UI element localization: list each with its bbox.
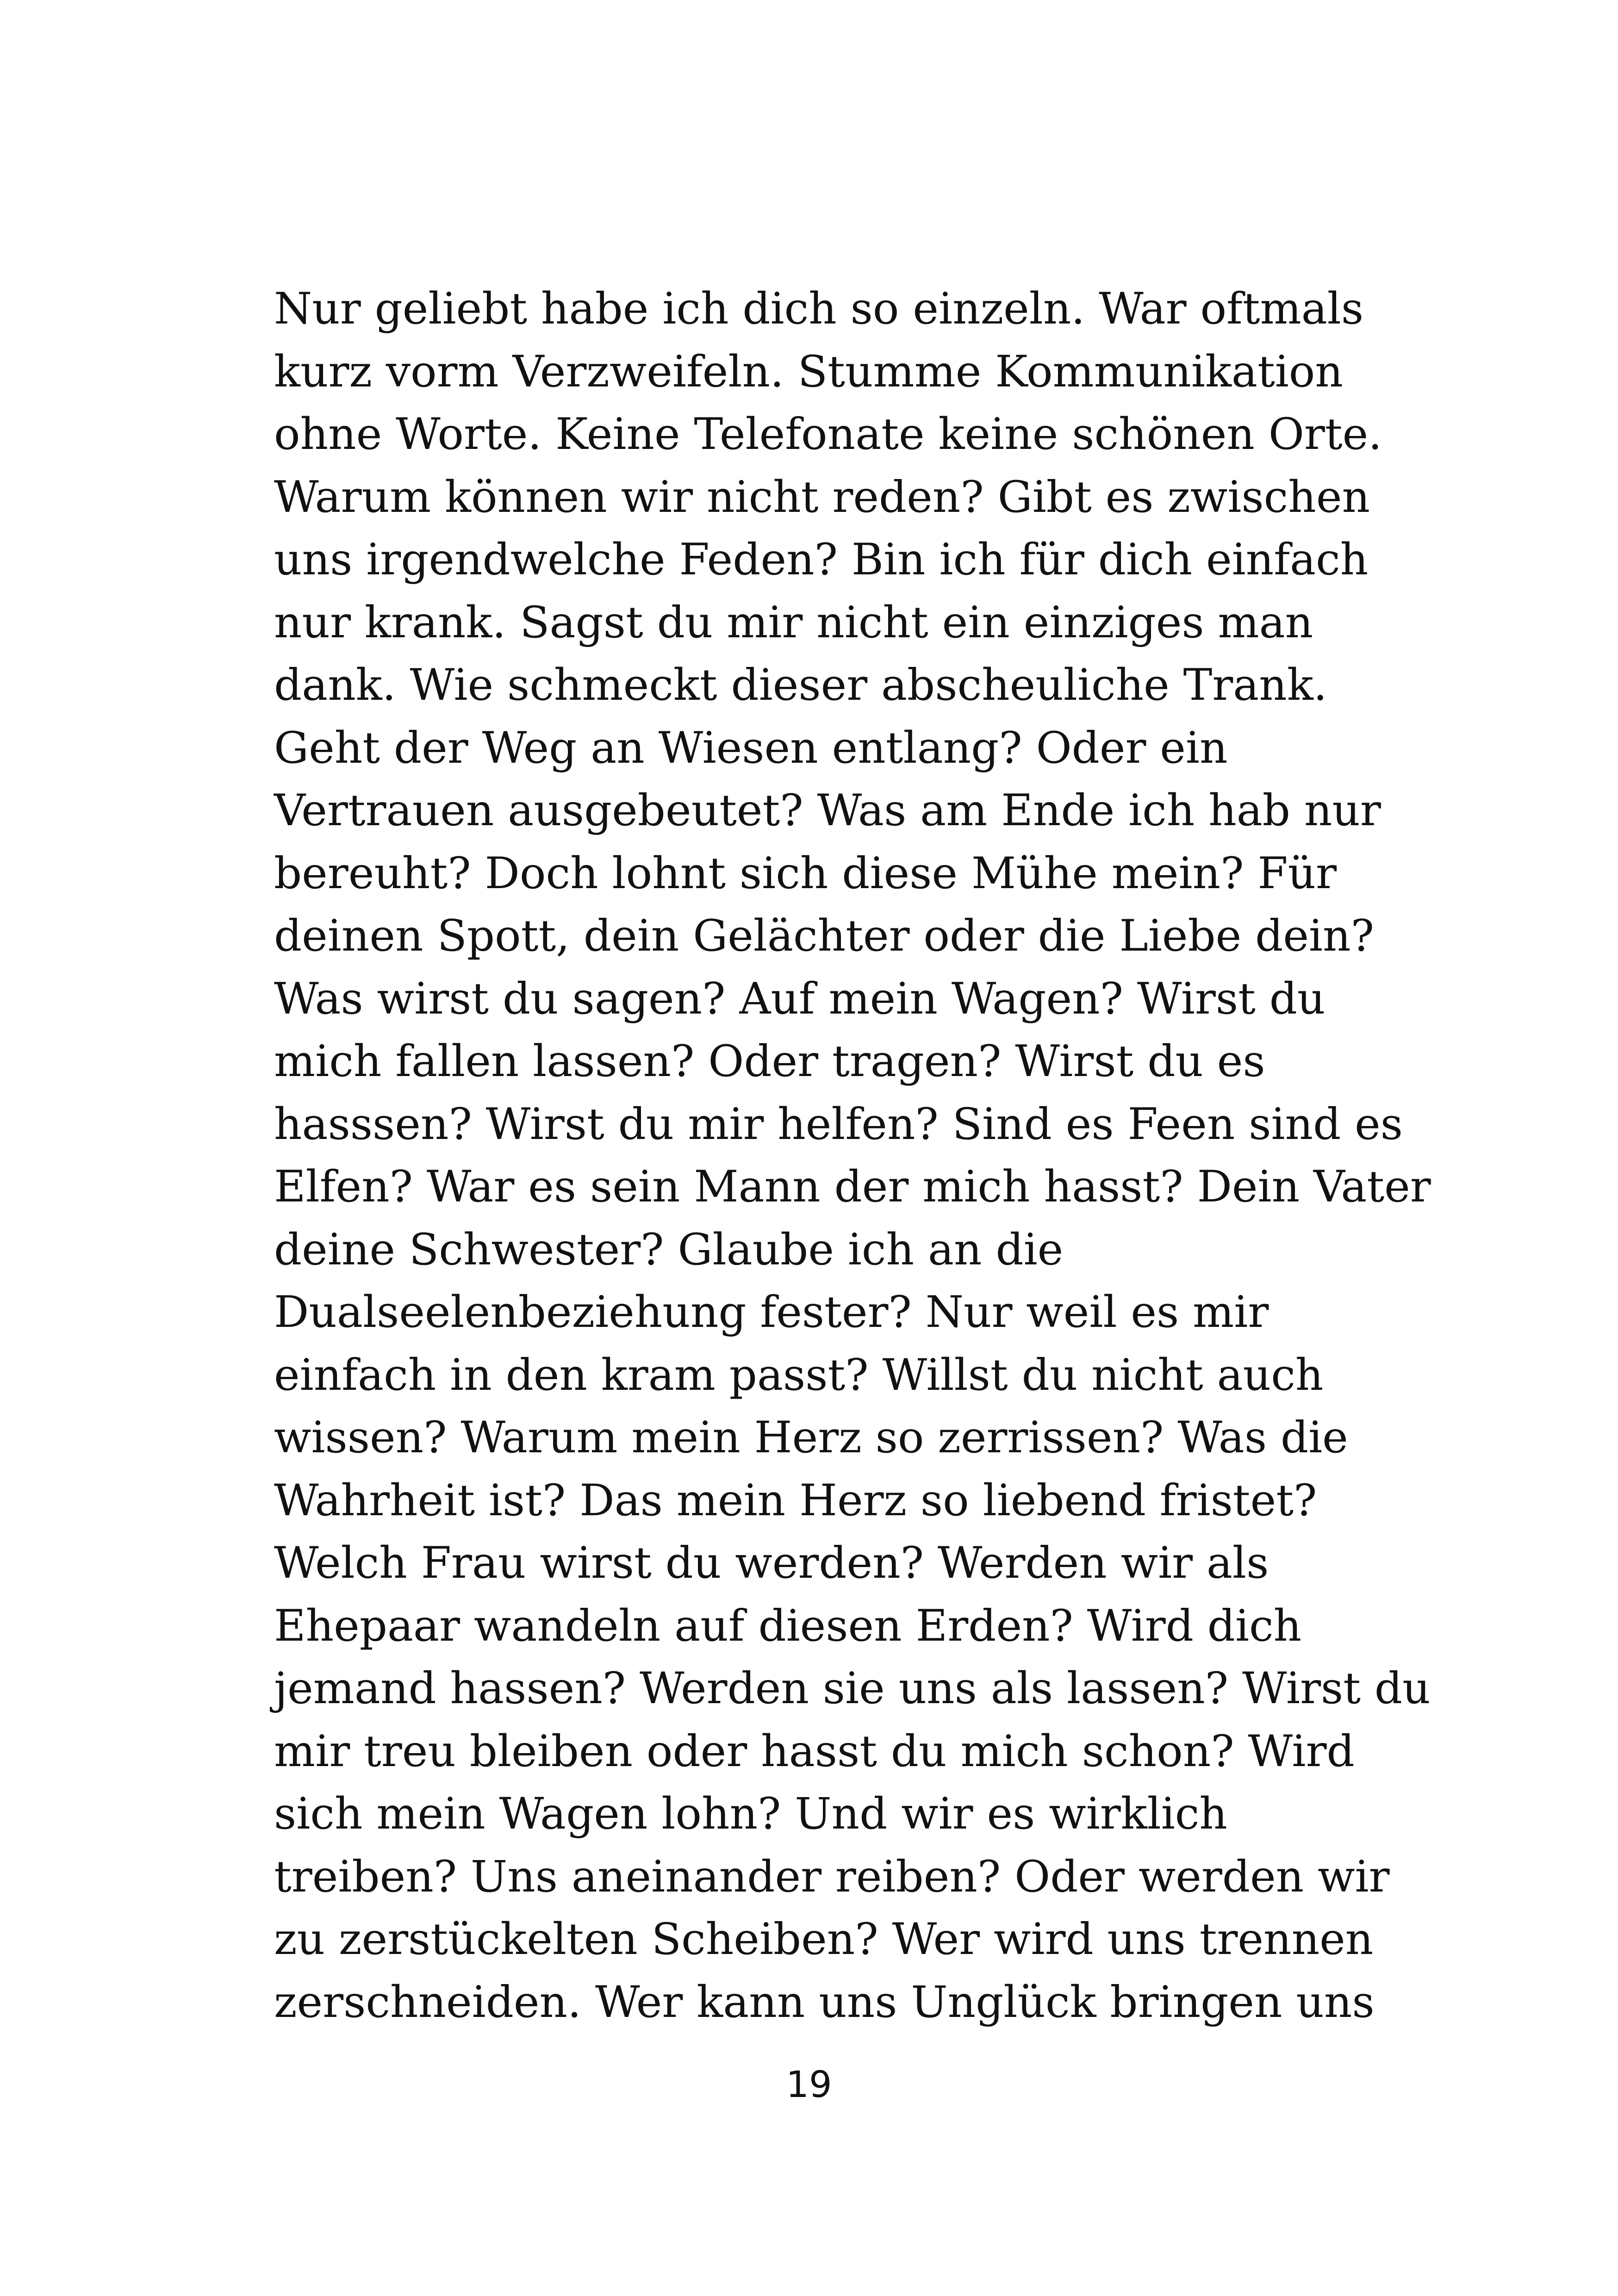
text-line-15: Elfen? War es sein Mann der mich hasst? Dein Vater [274, 1162, 1431, 1212]
text-line-17: Dualseelenbeziehung fester? Nur weil es mir [274, 1287, 1269, 1338]
text-line-1: Nur geliebt habe ich dich so einzeln. War oftmals [274, 284, 1364, 334]
text-line-8: Geht der Weg an Wiesen entlang? Oder ein [274, 722, 1228, 773]
body-text [274, 278, 1431, 2034]
page-number: 19 [786, 2064, 832, 2106]
text-line-13: mich fallen lassen? Oder tragen? Wirst du es [274, 1036, 1265, 1087]
text-line-28: zerschneiden. Wer kann uns Unglück bringen uns [274, 1977, 1375, 2028]
text-line-23: jemand hassen? Werden sie uns als lassen? Wirst du [274, 1663, 1431, 1714]
text-line-14: hasssen? Wirst du mir helfen? Sind es Feen sind es [274, 1099, 1403, 1150]
text-line-6: nur krank. Sagst du mir nicht ein einziges man [274, 597, 1313, 648]
text-line-24: mir treu bleiben oder hasst du mich schon? Wird [274, 1726, 1355, 1777]
text-line-25: sich mein Wagen lohn? Und wir es wirklich [274, 1789, 1227, 1839]
text-line-18: einfach in den kram passt? Willst du nicht auch [274, 1350, 1324, 1400]
text-line-4: Warum können wir nicht reden? Gibt es zwischen [274, 472, 1370, 523]
text-line-21: Welch Frau wirst du werden? Werden wir als [274, 1538, 1269, 1588]
text-line-16: deine Schwester? Glaube ich an die [274, 1224, 1064, 1275]
text-line-26: treiben? Uns aneinander reiben? Oder werden wir [274, 1851, 1390, 1902]
text-line-5: uns irgendwelche Feden? Bin ich für dich einfach [274, 535, 1369, 585]
text-line-2: kurz vorm Verzweifeln. Stumme Kommunikation [274, 346, 1343, 397]
text-line-9: Vertrauen ausgebeutet? Was am Ende ich hab nur [274, 785, 1381, 836]
text-line-22: Ehepaar wandeln auf diesen Erden? Wird dich [274, 1600, 1302, 1651]
text-line-7: dank. Wie schmeckt dieser abscheuliche Trank. [274, 660, 1327, 710]
text-line-10: bereuht? Doch lohnt sich diese Mühe mein? Für [274, 848, 1337, 899]
text-line-27: zu zerstückelten Scheiben? Wer wird uns trennen [274, 1914, 1374, 1965]
text-line-3: ohne Worte. Keine Telefonate keine schönen Orte. [274, 409, 1382, 460]
text-line-19: wissen? Warum mein Herz so zerrissen? Was die [274, 1412, 1348, 1463]
text-line-11: deinen Spott, dein Gelächter oder die Liebe dein? [274, 911, 1374, 961]
text-line-20: Wahrheit ist? Das mein Herz so liebend fristet? [274, 1475, 1317, 1526]
text-line-12: Was wirst du sagen? Auf mein Wagen? Wirst du [274, 973, 1326, 1024]
